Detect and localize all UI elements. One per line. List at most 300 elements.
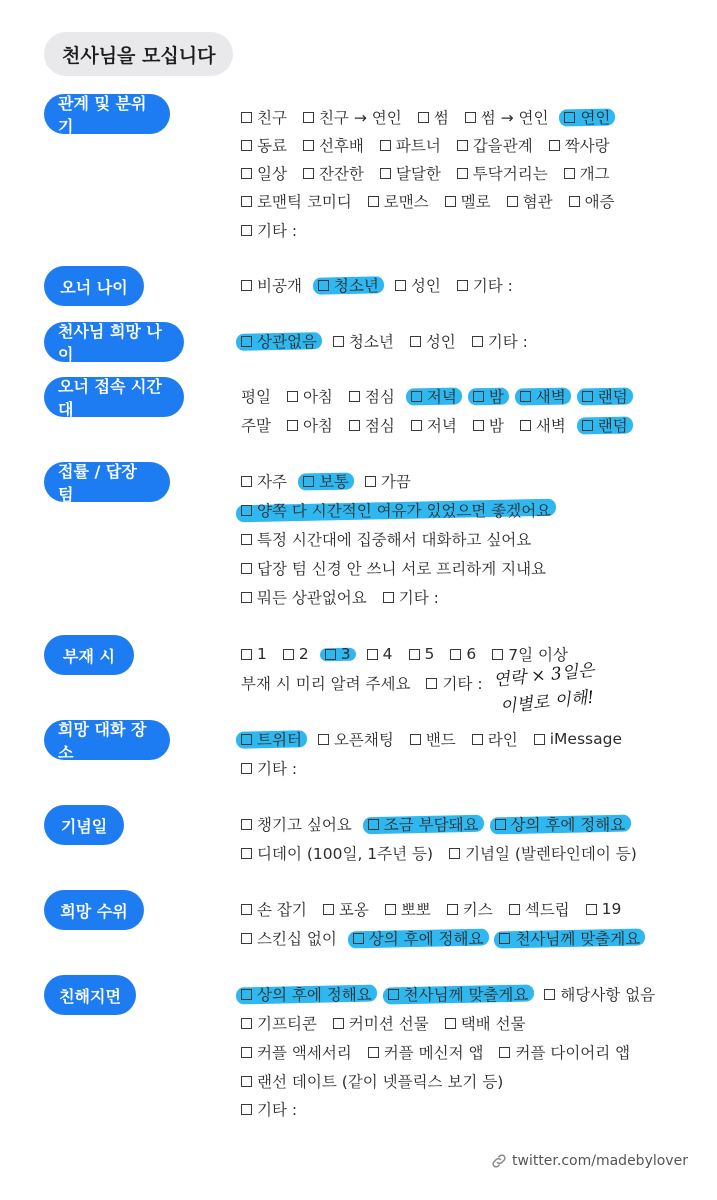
option-row xyxy=(241,1097,313,1121)
checkbox-option[interactable] xyxy=(465,106,549,128)
option-label: 천사님께 맞출게요 xyxy=(403,986,529,1004)
option-label: 아침 xyxy=(302,388,333,406)
option-label: 7일 이상 xyxy=(508,646,568,664)
checkbox-option[interactable] xyxy=(287,414,333,436)
checkbox-option[interactable] xyxy=(365,470,411,492)
checkbox-option[interactable] xyxy=(368,1041,484,1063)
option-label: 뽀뽀 xyxy=(400,901,431,919)
checkbox-option[interactable] xyxy=(368,190,429,212)
checkbox-icon[interactable] xyxy=(457,140,468,151)
option-label: 밤 xyxy=(488,417,504,435)
checkbox-icon[interactable] xyxy=(586,904,597,915)
checkbox-option-highlighted[interactable] xyxy=(241,728,302,750)
checkbox-icon[interactable] xyxy=(569,196,580,207)
option-label: 친구 xyxy=(257,109,287,127)
checkbox-option[interactable] xyxy=(473,414,504,436)
checkbox-icon[interactable] xyxy=(241,1076,252,1087)
option-label: 커플 메신저 앱 xyxy=(383,1044,484,1062)
checkbox-option-highlighted[interactable] xyxy=(473,385,504,407)
checkbox-icon[interactable] xyxy=(241,819,252,830)
checkbox-icon[interactable] xyxy=(303,140,314,151)
checkbox-icon[interactable] xyxy=(368,196,379,207)
checkbox-icon[interactable] xyxy=(303,168,314,179)
checkbox-option-highlighted[interactable] xyxy=(241,499,551,521)
checkbox-icon[interactable] xyxy=(449,848,460,859)
option-row xyxy=(241,926,656,950)
footer-credit xyxy=(490,1152,688,1170)
checkbox-option[interactable] xyxy=(333,1012,429,1034)
option-row xyxy=(241,982,671,1006)
checkbox-option[interactable] xyxy=(445,190,491,212)
option-row xyxy=(241,671,499,695)
option-label: 청소년 xyxy=(348,333,394,351)
section-label: 오너 접속 시간대 xyxy=(44,377,184,417)
checkbox-option[interactable] xyxy=(241,557,546,579)
option-label: 썸 → 연인 xyxy=(480,109,549,127)
checkbox-option[interactable] xyxy=(520,414,566,436)
checkbox-icon[interactable] xyxy=(520,391,531,402)
option-label: 랜덤 xyxy=(597,417,628,435)
checkbox-icon[interactable] xyxy=(418,112,429,123)
option-label: 상의 후에 정해요 xyxy=(368,930,484,948)
option-label: 밤 xyxy=(488,388,504,406)
checkbox-option[interactable] xyxy=(241,219,297,241)
checkbox-icon[interactable] xyxy=(287,420,298,431)
checkbox-option[interactable] xyxy=(544,983,655,1005)
checkbox-icon[interactable] xyxy=(457,168,468,179)
checkbox-option[interactable] xyxy=(426,672,482,694)
checkbox-option[interactable] xyxy=(241,134,287,156)
option-label: 청소년 xyxy=(333,277,379,295)
option-label: 포옹 xyxy=(338,901,369,919)
checkbox-icon[interactable] xyxy=(473,420,484,431)
option-label: 커플 액세서리 xyxy=(257,1044,352,1062)
option-label: 짝사랑 xyxy=(564,137,610,155)
option-label: 혐관 xyxy=(522,193,553,211)
checkbox-option[interactable] xyxy=(410,330,456,352)
checkbox-option-highlighted[interactable] xyxy=(411,385,457,407)
checkbox-option[interactable] xyxy=(241,1041,352,1063)
checkbox-option[interactable] xyxy=(241,274,302,296)
checkbox-option[interactable] xyxy=(241,898,307,920)
checkbox-icon[interactable] xyxy=(283,649,294,660)
option-label: 상관없음 xyxy=(257,333,317,351)
checkbox-icon[interactable] xyxy=(472,336,483,347)
checkbox-icon[interactable] xyxy=(241,225,252,236)
option-label: 랜선 데이트 (같이 넷플릭스 보기 등) xyxy=(257,1073,504,1091)
checkbox-option[interactable] xyxy=(457,274,513,296)
option-label: 성인 xyxy=(425,333,456,351)
checkbox-icon[interactable] xyxy=(385,904,396,915)
option-label: 저녁 xyxy=(426,388,457,406)
option-label: 라인 xyxy=(487,731,518,749)
option-row xyxy=(241,498,567,522)
checkbox-icon[interactable] xyxy=(445,196,456,207)
checkbox-option-highlighted[interactable] xyxy=(241,330,317,352)
section-label: 희망 수위 xyxy=(44,890,144,930)
option-label: 가끔 xyxy=(380,473,411,491)
row-prefix: 주말 xyxy=(241,417,271,435)
checkbox-option[interactable] xyxy=(318,728,394,750)
checkbox-option[interactable] xyxy=(509,898,570,920)
checkbox-option[interactable] xyxy=(241,586,367,608)
checkbox-icon[interactable] xyxy=(380,168,391,179)
checkbox-option[interactable] xyxy=(241,1012,317,1034)
checkbox-icon[interactable] xyxy=(241,734,252,745)
checkbox-option[interactable] xyxy=(569,190,615,212)
checkbox-option[interactable] xyxy=(241,927,337,949)
checkbox-option[interactable] xyxy=(303,162,364,184)
checkbox-icon[interactable] xyxy=(241,534,252,545)
checkbox-icon[interactable] xyxy=(303,112,314,123)
option-label: 커플 다이어리 앱 xyxy=(515,1044,631,1062)
checkbox-icon[interactable] xyxy=(241,505,252,516)
checkbox-option[interactable] xyxy=(367,645,393,663)
option-label: 기타 : xyxy=(472,277,513,295)
option-label: 스킨십 없이 xyxy=(257,930,337,948)
option-label: 점심 xyxy=(364,388,395,406)
checkbox-icon[interactable] xyxy=(368,819,379,830)
checkbox-icon[interactable] xyxy=(241,196,252,207)
option-label: 택배 선물 xyxy=(460,1015,526,1033)
option-row xyxy=(241,469,427,493)
option-label: 19 xyxy=(601,900,622,918)
checkbox-option[interactable] xyxy=(449,842,637,864)
checkbox-icon[interactable] xyxy=(564,112,575,123)
checkbox-option-highlighted[interactable] xyxy=(318,274,379,296)
checkbox-option[interactable] xyxy=(287,385,333,407)
checkbox-icon[interactable] xyxy=(287,391,298,402)
checkbox-icon[interactable] xyxy=(509,904,520,915)
checkbox-icon[interactable] xyxy=(368,1047,379,1058)
option-label: 선후배 xyxy=(318,137,364,155)
option-label: 애증 xyxy=(584,193,615,211)
checkbox-option[interactable] xyxy=(383,586,439,608)
option-label: 커미션 선물 xyxy=(348,1015,429,1033)
checkbox-option[interactable] xyxy=(380,162,441,184)
option-row xyxy=(241,133,626,157)
option-label: 썸 xyxy=(433,109,449,127)
checkbox-option[interactable] xyxy=(564,162,610,184)
option-label: 잔잔한 xyxy=(318,165,364,183)
checkbox-option-highlighted[interactable] xyxy=(564,106,610,128)
checkbox-icon[interactable] xyxy=(520,420,531,431)
section-label: 오너 나이 xyxy=(44,266,144,306)
form-title: 천사님을 모십니다 xyxy=(44,32,233,76)
checkbox-option[interactable] xyxy=(241,190,352,212)
option-row xyxy=(241,841,653,865)
checkbox-icon[interactable] xyxy=(241,168,252,179)
section-label: 부재 시 xyxy=(44,635,134,675)
checkbox-icon[interactable] xyxy=(465,112,476,123)
option-label: 기타 : xyxy=(442,675,483,693)
checkbox-icon[interactable] xyxy=(241,848,252,859)
checkbox-icon[interactable] xyxy=(380,140,391,151)
row-prefix: 부재 시 미리 알려 주세요 xyxy=(241,675,411,693)
checkbox-icon[interactable] xyxy=(549,140,560,151)
option-row xyxy=(241,273,529,297)
option-label: 3 xyxy=(340,645,351,663)
option-label: 천사님께 맞출게요 xyxy=(515,930,641,948)
option-label: 파트너 xyxy=(395,137,441,155)
checkbox-option-highlighted[interactable] xyxy=(499,927,640,949)
checkbox-icon[interactable] xyxy=(241,989,252,1000)
row-prefix: 평일 xyxy=(241,388,271,406)
option-row xyxy=(241,329,544,353)
checkbox-option[interactable] xyxy=(241,1098,297,1120)
option-row xyxy=(241,897,637,921)
checkbox-icon[interactable] xyxy=(323,904,334,915)
option-row xyxy=(241,727,638,751)
handwritten-line: 이별로 이해! xyxy=(499,687,596,718)
option-label: 특정 시간대에 집중해서 대화하고 싶어요 xyxy=(257,531,532,549)
checkbox-icon[interactable] xyxy=(241,763,252,774)
option-label: 보통 xyxy=(318,473,349,491)
checkbox-icon[interactable] xyxy=(450,649,461,660)
checkbox-icon[interactable] xyxy=(499,933,510,944)
checkbox-icon[interactable] xyxy=(457,280,468,291)
checkbox-option[interactable] xyxy=(507,190,553,212)
checkbox-option-highlighted[interactable] xyxy=(495,813,626,835)
option-label: 일상 xyxy=(257,165,287,183)
checkbox-icon[interactable] xyxy=(395,280,406,291)
option-row xyxy=(241,556,562,580)
option-label: 로맨틱 코미디 xyxy=(257,193,352,211)
checkbox-option[interactable] xyxy=(499,1041,630,1063)
checkbox-icon[interactable] xyxy=(241,649,252,660)
option-row xyxy=(241,105,626,129)
checkbox-option[interactable] xyxy=(534,730,622,748)
checkbox-option[interactable] xyxy=(241,528,531,550)
option-label: 오픈채팅 xyxy=(333,731,394,749)
option-label: 기념일 (발렌타인데이 등) xyxy=(465,845,637,863)
handwritten-line: 연락 × 3일은 xyxy=(492,660,596,691)
checkbox-option-highlighted[interactable] xyxy=(241,983,372,1005)
option-row xyxy=(241,1040,646,1064)
checkbox-option[interactable] xyxy=(241,757,297,779)
checkbox-option-highlighted[interactable] xyxy=(582,385,628,407)
checkbox-icon[interactable] xyxy=(411,420,422,431)
option-label: 4 xyxy=(382,645,393,663)
option-row xyxy=(241,812,641,836)
section-label: 접률 / 답장 텀 xyxy=(44,462,170,502)
option-label: 조금 부담돼요 xyxy=(383,816,479,834)
option-label: 기타 : xyxy=(257,222,298,240)
checkbox-option[interactable] xyxy=(303,106,402,128)
option-row xyxy=(241,756,313,780)
checkbox-option-highlighted[interactable] xyxy=(368,813,479,835)
checkbox-icon[interactable] xyxy=(409,649,420,660)
checkbox-option[interactable] xyxy=(241,813,352,835)
checkbox-option-highlighted[interactable] xyxy=(325,645,351,663)
checkbox-option[interactable] xyxy=(241,645,267,663)
option-label: 아침 xyxy=(302,417,333,435)
checkbox-option[interactable] xyxy=(241,1070,503,1092)
checkbox-icon[interactable] xyxy=(241,1047,252,1058)
checkbox-icon[interactable] xyxy=(303,476,314,487)
option-label: 새벽 xyxy=(535,388,566,406)
section-label: 희망 대화 장소 xyxy=(44,720,170,760)
checkbox-option[interactable] xyxy=(241,162,287,184)
checkbox-icon[interactable] xyxy=(241,140,252,151)
checkbox-icon[interactable] xyxy=(473,391,484,402)
checkbox-icon[interactable] xyxy=(241,563,252,574)
option-label: 동료 xyxy=(257,137,287,155)
checkbox-icon[interactable] xyxy=(426,678,437,689)
option-label: 기타 : xyxy=(398,589,439,607)
checkbox-icon[interactable] xyxy=(241,592,252,603)
option-label: 챙기고 싶어요 xyxy=(257,816,352,834)
checkbox-option[interactable] xyxy=(385,898,431,920)
checkbox-icon[interactable] xyxy=(582,391,593,402)
checkbox-icon[interactable] xyxy=(241,112,252,123)
checkbox-icon[interactable] xyxy=(492,649,503,660)
checkbox-icon[interactable] xyxy=(388,989,399,1000)
option-label: 1 xyxy=(257,645,267,663)
footer-url[interactable]: twitter.com/madebylover xyxy=(512,1153,688,1169)
option-label: 저녁 xyxy=(426,417,457,435)
checkbox-option[interactable] xyxy=(457,134,533,156)
option-label: 상의 후에 정해요 xyxy=(510,816,626,834)
option-label: 손 잡기 xyxy=(257,901,307,919)
option-label: 양쪽 다 시간적인 여유가 있었으면 좋겠어요 xyxy=(257,502,552,520)
option-label: 친구 → 연인 xyxy=(318,109,402,127)
checkbox-icon[interactable] xyxy=(241,1018,252,1029)
option-label: 트위터 xyxy=(257,731,302,749)
checkbox-icon[interactable] xyxy=(544,989,555,1000)
option-label: 답장 텀 신경 안 쓰니 서로 프리하게 지내요 xyxy=(257,560,547,578)
checkbox-option[interactable] xyxy=(447,898,493,920)
option-label: iMessage xyxy=(549,730,622,748)
checkbox-option[interactable] xyxy=(549,134,610,156)
checkbox-icon[interactable] xyxy=(241,904,252,915)
checkbox-option[interactable] xyxy=(349,385,395,407)
checkbox-option[interactable] xyxy=(409,645,435,663)
checkbox-icon[interactable] xyxy=(318,734,329,745)
checkbox-option[interactable] xyxy=(586,900,622,918)
checkbox-option[interactable] xyxy=(241,842,433,864)
checkbox-icon[interactable] xyxy=(411,391,422,402)
option-label: 새벽 xyxy=(535,417,566,435)
checkbox-icon[interactable] xyxy=(241,1104,252,1115)
checkbox-option[interactable] xyxy=(445,1012,526,1034)
checkbox-option[interactable] xyxy=(472,330,528,352)
checkbox-icon[interactable] xyxy=(495,819,506,830)
checkbox-icon[interactable] xyxy=(534,734,545,745)
handwritten-note xyxy=(492,657,599,721)
checkbox-option[interactable] xyxy=(411,414,457,436)
checkbox-icon[interactable] xyxy=(349,420,360,431)
checkbox-icon[interactable] xyxy=(241,933,252,944)
option-label: 투닥거리는 xyxy=(472,165,548,183)
checkbox-icon[interactable] xyxy=(318,280,329,291)
checkbox-option[interactable] xyxy=(241,470,287,492)
option-row xyxy=(241,218,313,242)
checkbox-option-highlighted[interactable] xyxy=(353,927,484,949)
checkbox-icon[interactable] xyxy=(325,649,336,660)
option-label: 갑을관계 xyxy=(472,137,533,155)
option-label: 점심 xyxy=(364,417,395,435)
checkbox-option[interactable] xyxy=(457,162,548,184)
checkbox-icon[interactable] xyxy=(499,1047,510,1058)
option-row xyxy=(241,585,455,609)
checkbox-icon[interactable] xyxy=(564,168,575,179)
checkbox-option-highlighted[interactable] xyxy=(388,983,529,1005)
checkbox-option[interactable] xyxy=(395,274,441,296)
section-label: 기념일 xyxy=(44,805,124,845)
option-label: 6 xyxy=(466,645,477,663)
option-row xyxy=(241,527,547,551)
checkbox-icon[interactable] xyxy=(241,476,252,487)
checkbox-icon[interactable] xyxy=(241,336,252,347)
option-label: 비공개 xyxy=(257,277,302,295)
option-label: 디데이 (100일, 1주년 등) xyxy=(257,845,434,863)
checkbox-icon[interactable] xyxy=(410,734,421,745)
option-label: 기타 : xyxy=(257,760,298,778)
checkbox-icon[interactable] xyxy=(333,1018,344,1029)
checkbox-icon[interactable] xyxy=(349,391,360,402)
checkbox-icon[interactable] xyxy=(410,336,421,347)
option-row xyxy=(241,384,644,408)
option-label: 밴드 xyxy=(425,731,456,749)
section-label: 친해지면 xyxy=(44,975,136,1015)
checkbox-icon[interactable] xyxy=(445,1018,456,1029)
link-icon xyxy=(490,1152,508,1170)
checkbox-icon[interactable] xyxy=(367,649,378,660)
checkbox-option[interactable] xyxy=(410,728,456,750)
checkbox-icon[interactable] xyxy=(365,476,376,487)
checkbox-option-highlighted[interactable] xyxy=(520,385,566,407)
checkbox-option[interactable] xyxy=(303,134,364,156)
option-label: 기타 : xyxy=(257,1101,298,1119)
checkbox-option[interactable] xyxy=(323,898,369,920)
option-label: 연인 xyxy=(580,109,611,127)
option-label: 개그 xyxy=(579,165,610,183)
option-label: 기프티콘 xyxy=(257,1015,317,1033)
checkbox-icon[interactable] xyxy=(507,196,518,207)
option-label: 랜덤 xyxy=(597,388,628,406)
checkbox-option[interactable] xyxy=(241,106,287,128)
checkbox-option[interactable] xyxy=(380,134,441,156)
option-label: 5 xyxy=(424,645,435,663)
option-label: 성인 xyxy=(410,277,441,295)
checkbox-option[interactable] xyxy=(418,106,449,128)
checkbox-option[interactable] xyxy=(283,645,309,663)
checkbox-option[interactable] xyxy=(450,645,476,663)
option-row xyxy=(241,1069,519,1093)
checkbox-icon[interactable] xyxy=(333,336,344,347)
option-label: 뭐든 상관없어요 xyxy=(257,589,367,607)
option-label: 멜로 xyxy=(460,193,491,211)
option-label: 달달한 xyxy=(395,165,441,183)
checkbox-option[interactable] xyxy=(333,330,394,352)
checkbox-icon[interactable] xyxy=(383,592,394,603)
option-label: 키스 xyxy=(462,901,493,919)
checkbox-icon[interactable] xyxy=(582,420,593,431)
checkbox-option-highlighted[interactable] xyxy=(582,414,628,436)
option-label: 자주 xyxy=(257,473,287,491)
checkbox-option-highlighted[interactable] xyxy=(303,470,349,492)
checkbox-option[interactable] xyxy=(349,414,395,436)
checkbox-icon[interactable] xyxy=(353,933,364,944)
checkbox-icon[interactable] xyxy=(472,734,483,745)
checkbox-option[interactable] xyxy=(472,728,518,750)
option-label: 상의 후에 정해요 xyxy=(257,986,372,1004)
option-row xyxy=(241,189,631,213)
checkbox-icon[interactable] xyxy=(447,904,458,915)
checkbox-icon[interactable] xyxy=(241,280,252,291)
option-row xyxy=(241,1011,542,1035)
